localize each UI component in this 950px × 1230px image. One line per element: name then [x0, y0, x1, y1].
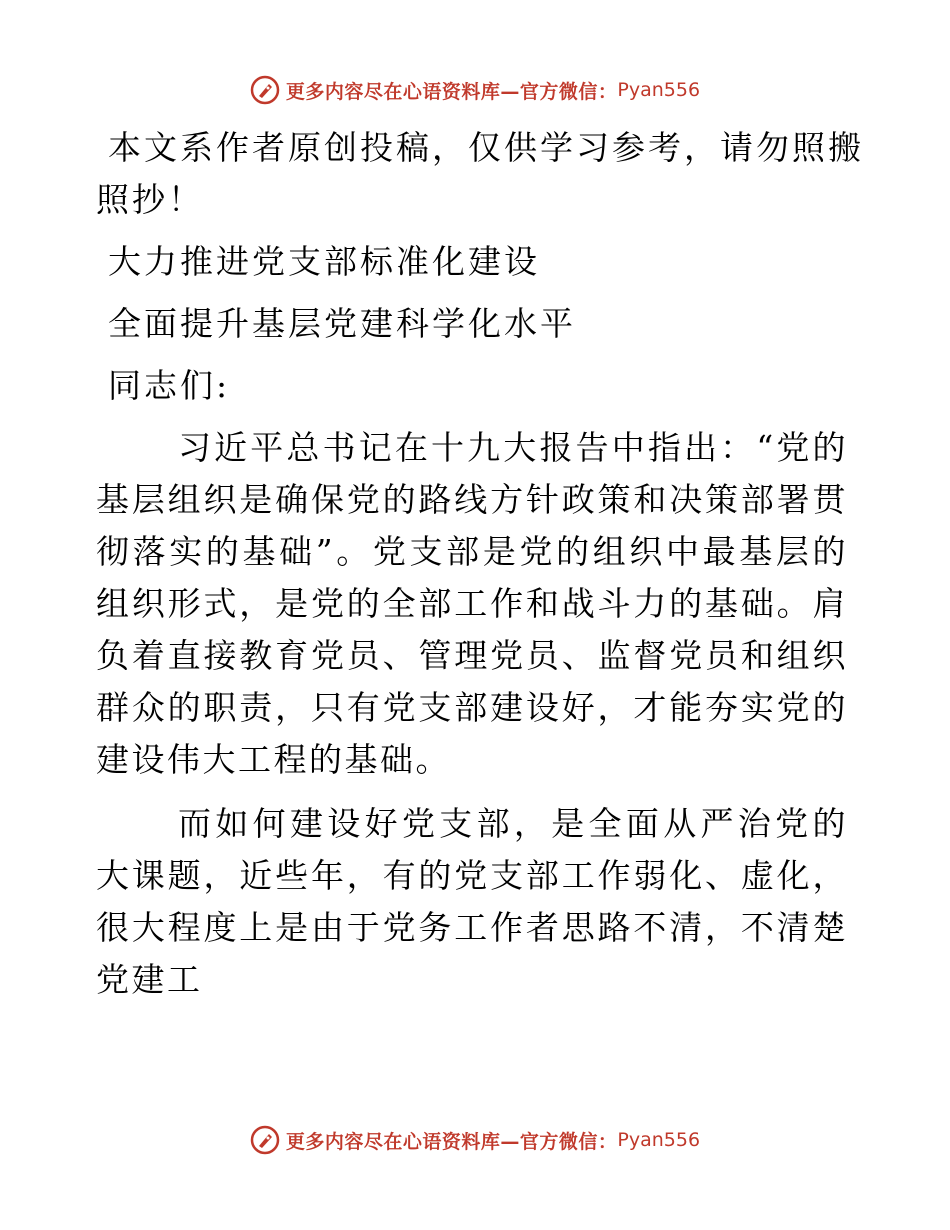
notice-line-2: 照抄！: [96, 180, 204, 219]
banner-wechat-id: Pyan556: [617, 79, 701, 101]
paragraph-1: 习近平总书记在十九大报告中指出：“党的基层组织是确保党的路线方针政策和决策部署贯彻落实的基础”。党支部是党的组织中最基层的组织形式，是党的全部工作和战斗力的基础。肩负着直接教育党员、管理党员、监督党员和组织群众的职责，只有党支部建设好，才能夯实党的建设伟大工程的基础。: [96, 428, 848, 779]
banner-text: 更多内容尽在心语资料库—官方微信：: [285, 1130, 618, 1153]
paragraph-2: 而如何建设好党支部，是全面从严治党的大课题，近些年，有的党支部工作弱化、虚化，很大程度上是由于党务工作者思路不清，不清楚党建工: [96, 804, 848, 999]
paragraph-1-block: [96, 422, 856, 786]
salutation-block: [96, 360, 856, 412]
header-banner: [0, 70, 950, 110]
document-body: [96, 122, 864, 1018]
title-block: [96, 236, 856, 288]
banner-text: 更多内容尽在心语资料库—官方微信：: [285, 80, 618, 103]
salutation: 同志们:: [108, 366, 231, 405]
document-title: 大力推进党支部标准化建设: [108, 242, 540, 281]
pen-nib-logo-icon: [250, 1125, 280, 1155]
footer-banner: [0, 1120, 950, 1160]
paragraph-2-block: [96, 798, 856, 1006]
subtitle-block: [96, 298, 856, 350]
banner-wechat-id: Pyan556: [617, 1129, 701, 1151]
notice: [96, 122, 864, 226]
notice-line-1: 本文系作者原创投稿，仅供学习参考，请勿照搬: [108, 128, 864, 167]
pen-nib-logo-icon: [250, 75, 280, 105]
document-subtitle: 全面提升基层党建科学化水平: [108, 304, 576, 343]
